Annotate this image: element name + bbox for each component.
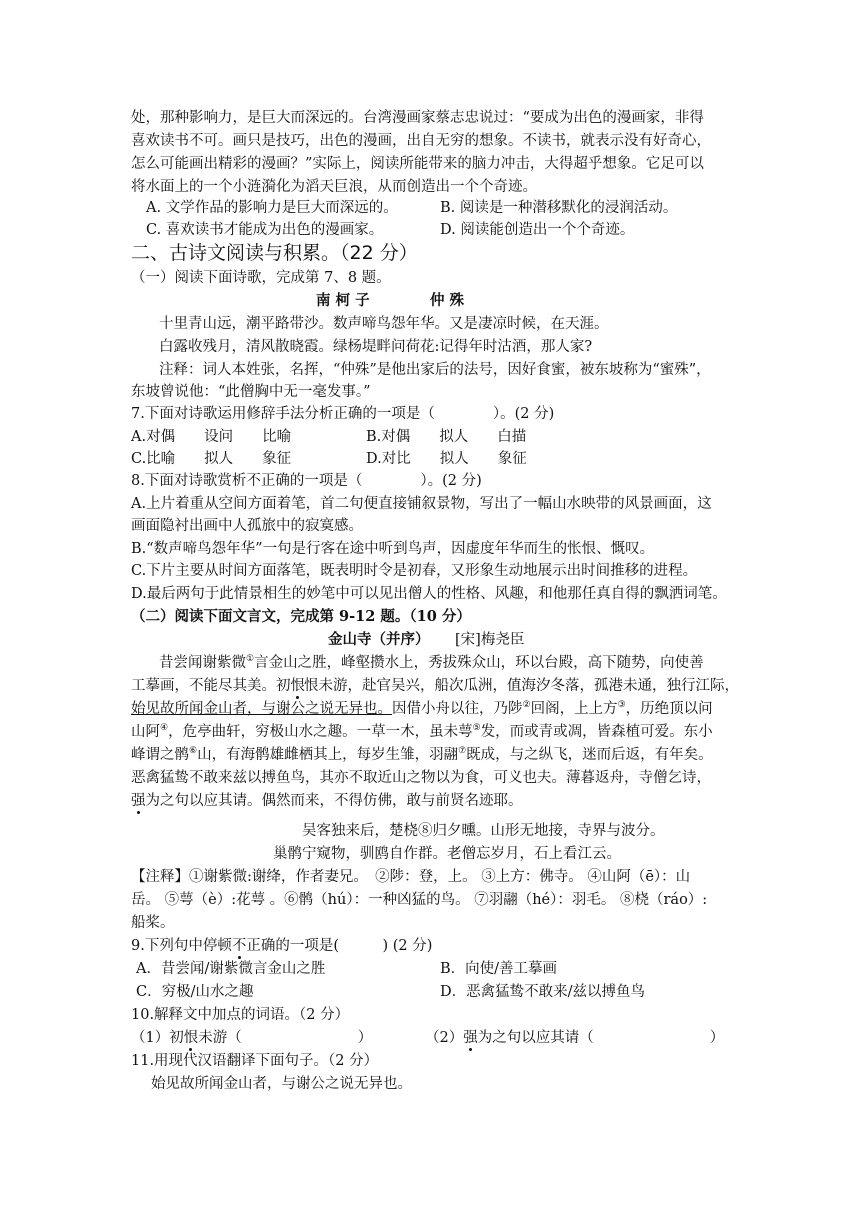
prose-line [131,790,523,812]
prose-text: 既成，与之纵飞，迷而后返，有年矣。 [466,747,713,763]
passage-line: 将水面上的一个小涟漪化为滔天巨浪，从而创造出一个个奇迹。 [131,179,537,195]
notes-line: 【注释】①谢紫微:谢绛，作者妻兄。 ②陟：登，上。 ③上方：佛寺。 ④山阿（ē）：山 [131,869,691,885]
option-d-line: D. 阅读能创造出一个个奇迹。 [440,222,635,238]
notes-line: 船桨。 [131,915,175,931]
prose-text: ，危亭曲轩，穷极山水之趣。一草一木，虽未萼 [168,724,473,740]
q7-option-a: A.对偶 设问 比喻 [131,429,292,445]
dotted-word: 强 [131,793,146,809]
prose-line [131,721,713,743]
prose-text: 工摹画，不能尽其美。 [131,678,276,694]
q7-option-d: D.对比 拟人 象征 [366,451,527,467]
note-marker: ⑦ [458,746,467,757]
prose-author: [宋]梅尧臣 [455,632,525,648]
poem-note: 东坡曾说他：“此僧胸中无一毫发事。” [131,384,371,400]
q10-part-1-a: （1）初 [131,1030,184,1046]
prose-line [131,698,713,720]
dotted-word: 强 [463,1030,478,1046]
q8-option-a-cont: 画面隐衬出画中人孤旅中的寂寞感。 [131,518,363,534]
q9-option-a: A．昔尝闻/谢紫微言金山之胜 [136,961,326,977]
q11-stem: 11.用现代汉语翻译下面句子。（2 分） [131,1053,379,1069]
passage-line: 喜欢读书不可。画只是技巧，出色的漫画，出自无穷的想象。不读书，就表示没有好奇心， [131,133,711,149]
passage-line: 处，那种影响力，是巨大而深远的。台湾漫画家蔡志忠说过：“要成为出色的漫画家，非得 [131,110,704,126]
q8-option-d: D.最后两句于此情景相生的妙笔中可以见出僧人的性格、风趣，和他那任真自得的飘洒词笔。 [131,586,727,602]
underlined-sentence: 始见故所闻金山者，与谢公之说无异也。 [131,701,392,717]
q10-part-2-c: 为之句以应其请（ ） [477,1030,725,1046]
q9-stem-a: 9.下列句中停顿 [131,938,232,954]
notes-line: 岳。 ⑤萼（è）:花萼 。⑥鹘（hú）：一种凶猛的鸟。 ⑦羽翮（hé）：羽毛。 ⑧桡（ráo）: [131,892,708,908]
part2-intro: （二）阅读下面文言文，完成第 9-12 题。（10 分） [131,608,471,625]
q10-part-2 [425,1027,724,1049]
q7-option-b: B.对偶 拟人 白描 [366,429,527,445]
q10-part-2-a: （2） [425,1030,464,1046]
prose-text: 因借小舟以往，乃陟 [392,701,523,717]
option-a: A. 文学作品的影响力是巨大而深远的。 [146,200,398,216]
verse-line: 巢鹘宁窥物，驯鸥自作群。老僧忘岁月，石上看江云。 [273,846,621,862]
q7-option-c: C.比喻 拟人 象征 [131,451,292,467]
note-marker: ② [522,700,531,711]
prose-text: 昔尝闻谢紫微 [159,655,246,671]
q9-option-d: D．恶禽猛鸷不敢来/兹以搏鱼鸟 [440,984,646,1000]
note-marker: ⑤ [472,723,481,734]
note-marker: ① [246,654,255,665]
dotted-word: 不 [231,938,247,954]
option-b: B. 阅读是一种潜移默化的浸润活动。 [440,200,678,216]
section-heading: 二、古诗文阅读与积累。（22 分） [131,242,418,264]
poem-note: 注释：词人本姓张，名挥，“仲殊”是他出家后的法号，因好食蜜，被东坡称为“蜜殊”， [159,362,711,378]
prose-title: 金山寺（并序） [328,631,430,648]
prose-line [131,675,739,697]
q8-option-b: B.“数声啼鸟怨年华”一句是行客在途中听到鸟声，因虚度年华而生的怅恨、慨叹。 [131,541,655,557]
prose-text: 回阁，上上方 [530,701,618,717]
prose-text: 为之句以应其请。偶然而来，不得仿佛，敢与前贤名迹耶。 [145,793,523,809]
q8-option-c: C.下片主要从时间方面落笔，既表明时令是初春，又形象生动地展示出时间推移的进程。 [131,563,698,579]
q9-stem-c: 正确的一项是( ) (2 分) [246,938,433,954]
dotted-word: 恨 [183,1030,199,1046]
option-c-line: C. 喜欢读书才能成为出色的漫画家。 [146,222,384,238]
poem-line: 十里青山远，潮平路带沙。数声啼鸟怨年华。又是凄凉时候，在天涯。 [159,316,609,332]
prose-text: 峰谓之鹘 [131,747,189,763]
q11-sentence: 始见故所闻金山者，与谢公之说无异也。 [151,1076,412,1092]
q8-stem: 8.下面对诗歌赏析不正确的一项是（ ）。(2 分) [131,473,482,489]
q7-stem: 7.下面对诗歌运用修辞手法分析正确的一项是（ ）。(2 分) [131,406,555,422]
dotted-word: 恨 [290,678,305,694]
prose-text: 山阿 [131,724,160,740]
note-marker: ⑥ [189,746,198,757]
prose-text: 恨未游，赴官吴兴，船次瓜洲，值海汐冬落，孤港未通，独行江际， [304,678,739,694]
prose-text: 山，有海鹘雄雌栖其上，每岁生雏，羽翮 [197,747,459,763]
prose-text: 发，而或青或凋，皆森植可爱。东小 [480,724,713,740]
q10-stem: 10.解释文中加点的词语。（2 分） [131,1007,350,1023]
verse-line: 吴客独来后，楚桡⑧归夕曛。山形无地接，寺界与波分。 [302,823,665,839]
poem-title: 南 柯 子 [316,292,370,309]
q9-stem [131,935,432,957]
prose-text: 言金山之胜，峰壑攒水上，秀拔殊众山，环以台殿，高下随势，向使善 [254,655,704,671]
q9-option-b: B．向使/善工摹画 [440,961,558,977]
q10-part-1 [131,1027,372,1049]
q8-option-a: A.上片着重从空间方面着笔，首二句便直接铺叙景物，写出了一幅山水映带的风景画面，这 [131,496,712,512]
note-marker: ④ [160,723,169,734]
poem-line: 白露收残月，清风散晓霞。绿杨堤畔问荷花:记得年时沽酒，那人家? [159,339,593,355]
q9-option-c: C．穷极/山水之趣 [136,984,254,1000]
prose-text: ，历绝顶以问 [625,701,713,717]
prose-line [159,652,704,674]
part1-intro: （一）阅读下面诗歌，完成第 7、8 题。 [131,270,391,286]
passage-line: 怎么可能画出精彩的漫画？”实际上，阅读所能带来的脑力冲击，大得超乎想象。它足可以 [131,156,704,172]
note-marker: ③ [617,700,626,711]
prose-text: 初 [276,678,291,694]
prose-line [131,744,713,766]
poem-author: 仲 殊 [430,292,465,309]
prose-line: 恶禽猛鸷不敢来兹以搏鱼鸟，其亦不取近山之物以为食，可义也夫。薄暮返舟，寺僧乞诗， [131,770,711,786]
q10-part-1-c: 未游（ ） [198,1030,373,1046]
